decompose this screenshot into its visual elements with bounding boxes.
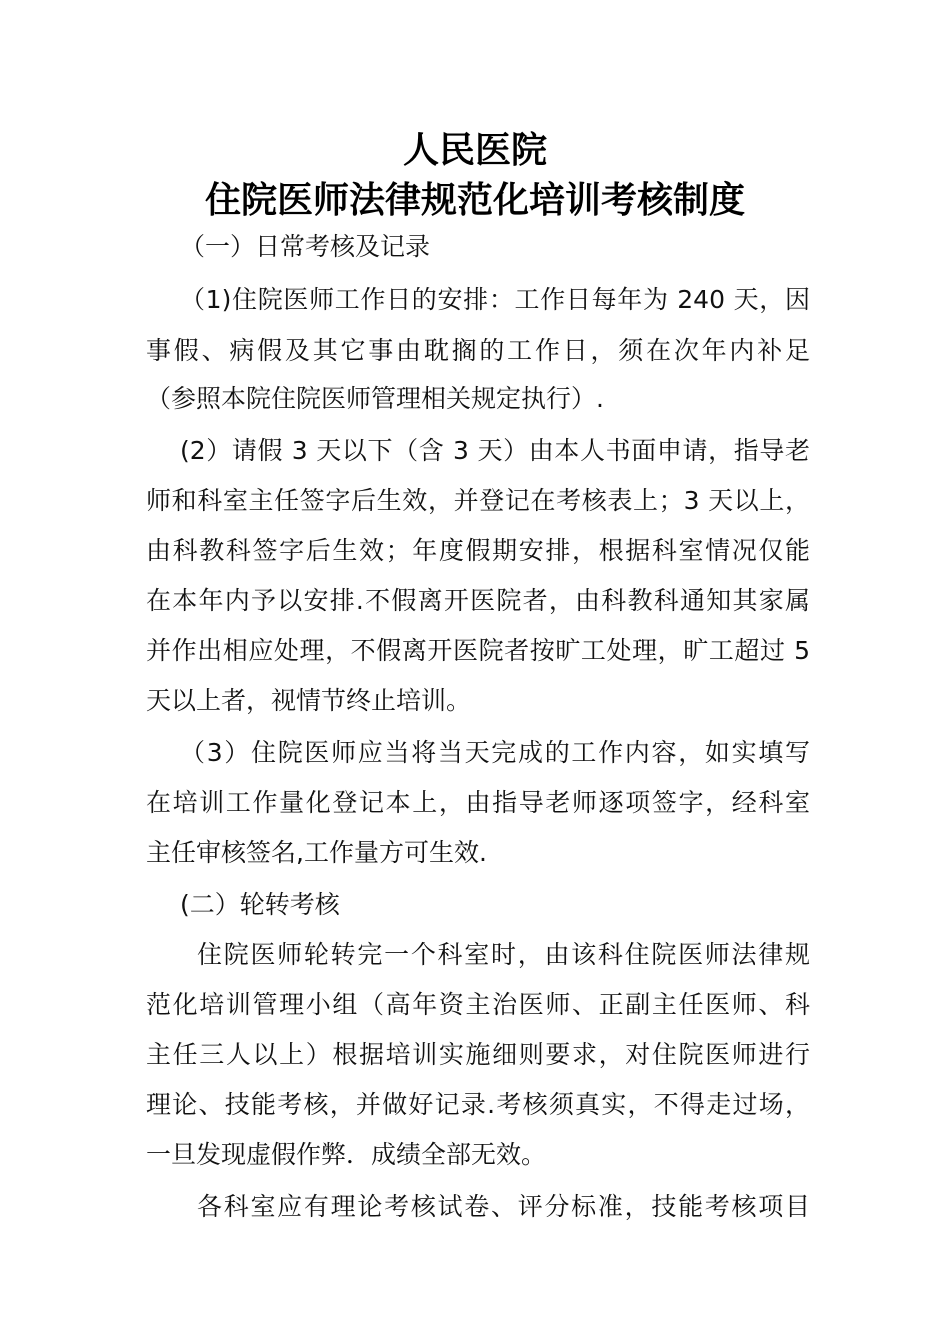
paragraph-line: 在本年内予以安排.不假离开医院者，由科教科通知其家属 (146, 586, 810, 615)
paragraph-line: 事假、病假及其它事由耽搁的工作日，须在次年内补足 (146, 336, 810, 365)
paragraph-line: （3）住院医师应当将当天完成的工作内容，如实填写 (180, 738, 810, 767)
paragraph-line: （1)住院医师工作日的安排：工作日每年为 240 天，因 (180, 285, 810, 314)
paragraph-line: 范化培训管理小组（高年资主治医师、正副主任医师、科 (146, 990, 810, 1019)
paragraph-line: 并作出相应处理，不假离开医院者按旷工处理，旷工超过 5 (146, 636, 810, 665)
paragraph-line: （参照本院住院医师管理相关规定执行）. (146, 384, 604, 413)
document-title-hospital: 人民医院 (402, 129, 547, 171)
paragraph-line: 理论、技能考核，并做好记录.考核须真实，不得走过场， (146, 1090, 810, 1119)
paragraph-line: 一旦发现虚假作弊．成绩全部无效。 (146, 1140, 547, 1169)
paragraph-line: 主任三人以上）根据培训实施细则要求，对住院医师进行 (146, 1040, 810, 1069)
paragraph-line: 由科教科签字后生效；年度假期安排，根据科室情况仅能 (146, 536, 810, 565)
paragraph-line: 住院医师轮转完一个科室时，由该科住院医师法律规 (197, 940, 810, 969)
section-heading-rotation-assessment: (二）轮转考核 (180, 890, 340, 919)
paragraph-line: 师和科室主任签字后生效，并登记在考核表上；3 天以上， (146, 486, 810, 515)
paragraph-line: 各科室应有理论考核试卷、评分标准，技能考核项目 (197, 1192, 810, 1221)
paragraph-line: 主任审核签名,工作量方可生效. (146, 838, 487, 867)
paragraph-line: (2）请假 3 天以下（含 3 天）由本人书面申请，指导老 (180, 436, 810, 465)
section-heading-daily-assessment: （一）日常考核及记录 (180, 232, 431, 261)
paragraph-line: 天以上者，视情节终止培训。 (146, 686, 472, 715)
document-title-regulation: 住院医师法律规范化培训考核制度 (204, 179, 745, 221)
paragraph-line: 在培训工作量化登记本上，由指导老师逐项签字，经科室 (146, 788, 810, 817)
